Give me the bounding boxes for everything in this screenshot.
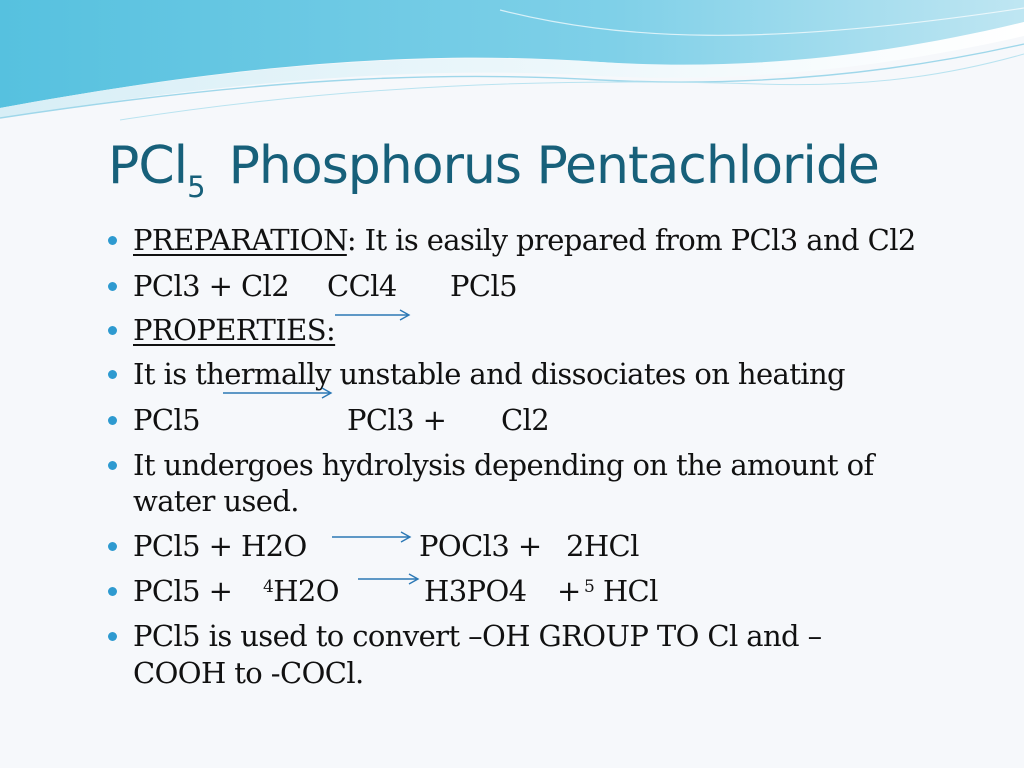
bullet-text: It is thermally unstable and dissociates on heating <box>133 357 845 391</box>
bullet-dot <box>108 587 117 596</box>
equation-hcl: HCl <box>602 574 658 608</box>
equation-reactant: PCl5 <box>133 403 201 437</box>
bullet-text-line-1: PCl5 is used to convert –OH GROUP TO Cl and – <box>133 619 822 653</box>
preparation-text: : It is easily prepared from PCl3 and Cl2 <box>346 223 916 257</box>
equation-plus: + <box>557 574 581 608</box>
bullet-text-line-2: COOH to -COCl. <box>133 656 364 690</box>
header-wave-decoration <box>0 0 1024 130</box>
equation-product-2: Cl2 <box>501 403 550 437</box>
equation-water: H2O <box>273 574 339 608</box>
slide-title <box>108 136 879 204</box>
equation-reactants: PCl3 + Cl2 <box>133 269 290 303</box>
equation-reactants: PCl5 + H2O <box>133 529 307 563</box>
bullet-text-line-1: It undergoes hydrolysis depending on the amount of <box>133 448 874 482</box>
reaction-arrow <box>357 572 423 586</box>
bullet-dot <box>108 416 117 425</box>
bullet-dot <box>108 326 117 335</box>
equation-catalyst: CCl4 <box>327 269 397 303</box>
bullet-dot <box>108 236 117 245</box>
bullet-text-line-2: water used. <box>133 484 299 518</box>
preparation-heading: PREPARATION <box>133 223 347 257</box>
bullet-dot <box>108 461 117 470</box>
title-formula: PCl <box>108 136 188 196</box>
reaction-arrow <box>334 308 414 322</box>
bullet-dot <box>108 282 117 291</box>
equation-product-2: 2HCl <box>566 529 639 563</box>
reaction-arrow <box>331 530 415 544</box>
bullet-dot <box>108 370 117 379</box>
title-name: Phosphorus Pentachloride <box>228 136 879 196</box>
equation-product: PCl5 <box>450 269 518 303</box>
bullet-dot <box>108 542 117 551</box>
equation-coefficient-water: $^4$H2O <box>263 574 339 608</box>
equation-coefficient-hcl: $^5$ HCl <box>584 574 658 608</box>
bullet-dot <box>108 632 117 641</box>
properties-heading: PROPERTIES: <box>133 313 336 347</box>
equation-reactant: PCl5 + <box>133 574 233 608</box>
bullet-text <box>133 222 916 259</box>
title-subscript: 5 <box>187 170 205 204</box>
equation-product-1: PCl3 + <box>347 403 447 437</box>
reaction-arrow <box>222 386 334 400</box>
equation-product-1: H3PO4 <box>424 574 527 608</box>
equation-product-1: POCl3 + <box>419 529 542 563</box>
